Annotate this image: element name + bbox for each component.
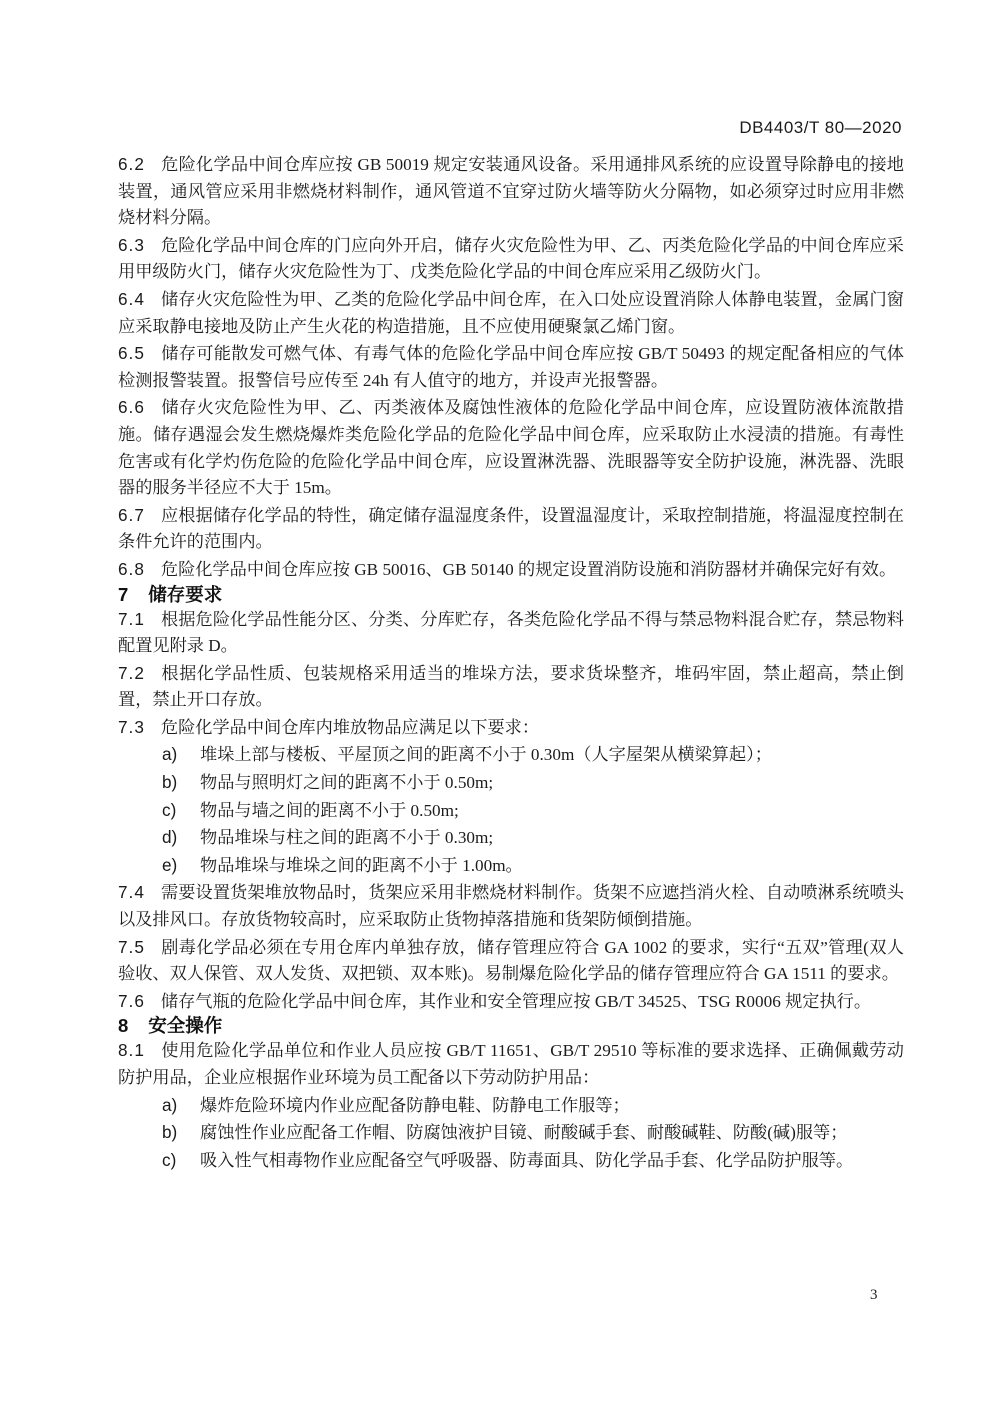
page-content	[118, 151, 904, 1174]
list-marker: c)	[162, 799, 177, 820]
clause-text: 危险化学品中间仓库应按 GB 50016、GB 50140 的规定设置消防设施和消防器材并确保完好有效。	[160, 559, 897, 579]
list-item-text: 物品与照明灯之间的距离不小于 0.50m;	[200, 773, 494, 793]
clause-text: 储存火灾危险性为甲、乙类的危险化学品中间仓库，在入口处应设置消除人体静电装置，金属门窗应采取静电接地及防止产生火花的构造措施，且不应使用硬聚氯乙烯门窗。	[118, 289, 904, 336]
clause-text: 需要设置货架堆放物品时，货架应采用非燃烧材料制作。货架不应遮挡消火栓、自动喷淋系统喷头以及排风口。存放货物较高时，应采取防止货物掉落措施和货架防倾倒措施。	[118, 883, 904, 930]
clause-text: 危险化学品中间仓库内堆放物品应满足以下要求：	[160, 717, 540, 737]
list-item-text: 物品堆垛与堆垛之间的距离不小于 1.00m。	[200, 855, 523, 875]
clause-number: 6.6	[118, 397, 145, 418]
list-item-text: 物品堆垛与柱之间的距离不小于 0.30m;	[200, 828, 494, 848]
list-item-7-3-b	[118, 769, 904, 797]
section-number: 8	[118, 1015, 129, 1037]
section-title: 储存要求	[148, 583, 223, 605]
list-marker: a)	[162, 744, 178, 765]
list-item-8-1-a	[118, 1092, 904, 1120]
clause-number: 7.3	[118, 716, 145, 737]
clause-7-4	[118, 879, 904, 933]
clause-6-4	[118, 286, 904, 340]
list-item-8-1-c	[118, 1147, 904, 1175]
section-8-heading	[118, 1015, 904, 1037]
clause-number: 7.1	[118, 608, 145, 629]
clause-text: 储存气瓶的危险化学品中间仓库，其作业和安全管理应按 GB/T 34525、TSG R0006 规定执行。	[160, 991, 872, 1011]
list-item-text: 爆炸危险环境内作业应配备防静电鞋、防静电工作服等；	[200, 1095, 630, 1115]
clause-6-7	[118, 502, 904, 556]
section-title: 安全操作	[148, 1015, 223, 1037]
section-7-heading	[118, 584, 904, 606]
list-marker: b)	[162, 772, 178, 793]
clause-8-1	[118, 1037, 904, 1091]
list-item-text: 吸入性气相毒物作业应配备空气呼吸器、防毒面具、防化学品手套、化学品防护服等。	[200, 1150, 854, 1170]
list-item-7-3-a	[118, 741, 904, 769]
clause-7-6	[118, 988, 904, 1016]
clause-7-1	[118, 606, 904, 660]
clause-7-5	[118, 934, 904, 988]
clause-text: 危险化学品中间仓库应按 GB 50019 规定安装通风设备。采用通排风系统的应设置导除静电的接地装置，通风管应采用非燃烧材料制作，通风管道不宜穿过防火墙等防火分隔物，如必须穿过时应用非燃烧材料分隔。	[118, 155, 904, 228]
clause-number: 6.5	[118, 343, 145, 364]
clause-number: 7.4	[118, 882, 145, 903]
clause-6-3	[118, 232, 904, 286]
list-item-7-3-d	[118, 824, 904, 852]
clause-text: 使用危险化学品单位和作业人员应按 GB/T 11651、GB/T 29510 等标准的要求选择、正确佩戴劳动防护用品，企业应根据作业环境为员工配备以下劳动防护用品：	[118, 1041, 904, 1087]
clause-6-8	[118, 556, 904, 584]
clause-number: 6.3	[118, 234, 145, 255]
clause-7-3	[118, 714, 904, 742]
list-item-7-3-c	[118, 797, 904, 825]
clause-text: 应根据储存化学品的特性，确定储存温湿度条件，设置温湿度计，采取控制措施，将温湿度控制在条件允许的范围内。	[118, 505, 904, 552]
clause-text: 储存可能散发可燃气体、有毒气体的危险化学品中间仓库应按 GB/T 50493 的规定配备相应的气体检测报警装置。报警信号应传至 24h 有人值守的地方，并设声光报警器。	[118, 344, 904, 390]
clause-number: 6.7	[118, 504, 145, 525]
clause-text: 剧毒化学品必须在专用仓库内单独存放，储存管理应符合 GA 1002 的要求，实行“五双”管理(双人验收、双人保管、双人发货、双把锁、双本账)。易制爆危险化学品的储存管理应符合 GA 1511 的要求。	[118, 937, 904, 984]
section-number: 7	[118, 583, 129, 605]
list-marker: b)	[162, 1122, 178, 1143]
clause-6-5	[118, 340, 904, 394]
list-item-8-1-b	[118, 1119, 904, 1147]
list-marker: c)	[162, 1149, 177, 1170]
list-marker: a)	[162, 1094, 178, 1115]
clause-number: 7.6	[118, 990, 145, 1011]
list-item-7-3-e	[118, 852, 904, 880]
clause-text: 危险化学品中间仓库的门应向外开启，储存火灾危险性为甲、乙、丙类危险化学品的中间仓库应采用甲级防火门，储存火灾危险性为丁、戊类危险化学品的中间仓库应采用乙级防火门。	[118, 235, 904, 282]
list-item-text: 腐蚀性作业应配备工作帽、防腐蚀液护目镜、耐酸碱手套、耐酸碱鞋、防酸(碱)服等；	[200, 1123, 848, 1143]
clause-number: 7.5	[118, 936, 145, 957]
list-item-text: 堆垛上部与楼板、平屋顶之间的距离不小于 0.30m（人字屋架从横梁算起）；	[200, 745, 772, 765]
page-number: 3	[870, 1287, 878, 1303]
clause-number: 6.4	[118, 288, 145, 309]
clause-6-2	[118, 151, 904, 232]
list-item-text: 物品与墙之间的距离不小于 0.50m;	[200, 800, 459, 820]
clause-number: 6.2	[118, 154, 145, 174]
clause-text: 根据化学品性质、包装规格采用适当的堆垛方法，要求货垛整齐，堆码牢固，禁止超高，禁止倒置，禁止开口存放。	[118, 663, 904, 710]
clause-number: 6.8	[118, 558, 145, 579]
clause-text: 储存火灾危险性为甲、乙、丙类液体及腐蚀性液体的危险化学品中间仓库，应设置防液体流散措施。储存遇湿会发生燃烧爆炸类危险化学品的危险化学品中间仓库，应采取防止水浸渍的措施。有毒性危害或有化学灼伤危险的危险化学品中间仓库，应设置淋洗器、洗眼器等安全防护设施，淋洗器、洗眼器的服务半径应不大于 15m。	[118, 398, 904, 498]
clause-number: 7.2	[118, 662, 145, 683]
document-code-header: DB4403/T 80—2020	[739, 118, 902, 137]
clause-number: 8.1	[118, 1040, 145, 1061]
clause-7-2	[118, 660, 904, 714]
clause-text: 根据危险化学品性能分区、分类、分库贮存，各类危险化学品不得与禁忌物料混合贮存，禁忌物料配置见附录 D。	[118, 609, 904, 656]
clause-6-6	[118, 394, 904, 501]
list-marker: d)	[162, 827, 178, 848]
list-marker: e)	[162, 854, 178, 875]
